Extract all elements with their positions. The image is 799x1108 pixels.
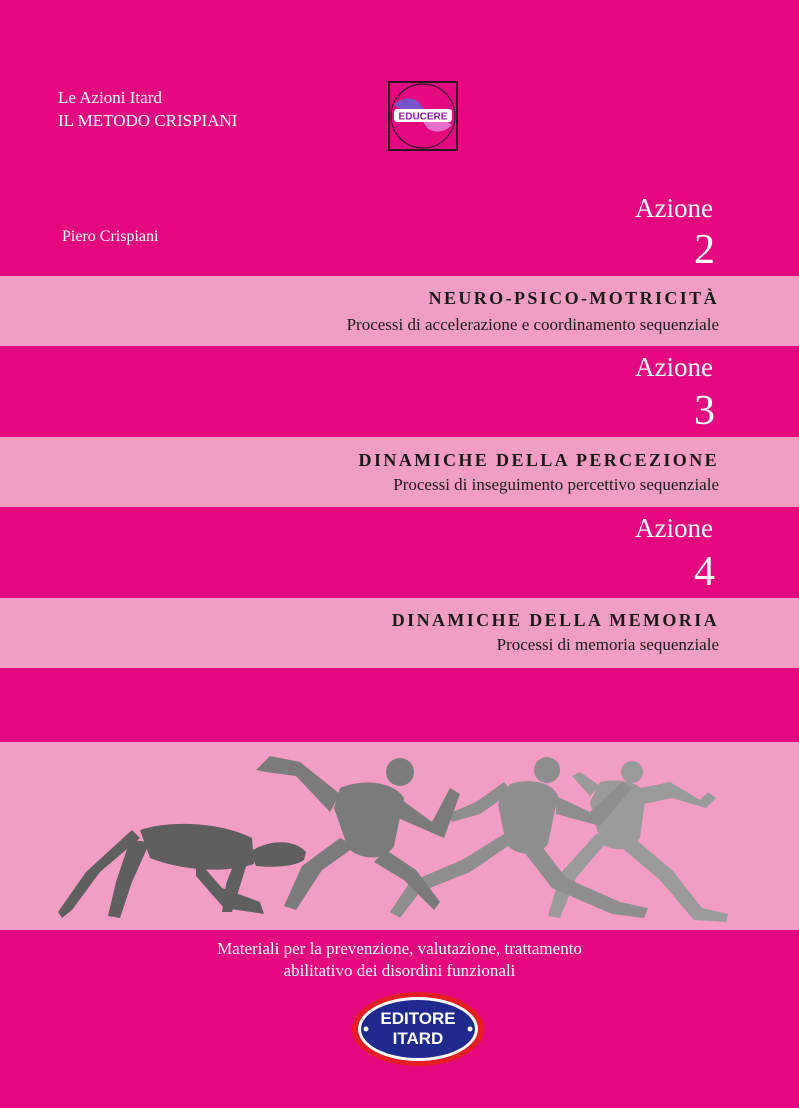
section-band-3 (0, 437, 799, 507)
azione-label-4: Azione (635, 513, 713, 543)
educere-logo (388, 81, 458, 151)
author-name: Piero Crispiani (62, 228, 159, 245)
section-subtitle-4: Processi di memoria sequenziale (496, 635, 719, 654)
subtitle-block (0, 938, 799, 982)
subtitle-line-2: abilitativo dei disordini funzionali (283, 961, 516, 980)
section-subtitle-3: Processi di inseguimento percettivo sequenziale (393, 475, 719, 494)
series-line-2: IL METODO CRISPIANI (58, 111, 238, 130)
series-line-1: Le Azioni Itard (58, 88, 162, 107)
runner-1 (58, 824, 306, 918)
series-title (58, 86, 237, 132)
azione-number-2: 2 (694, 227, 715, 273)
publisher-line-2: ITARD (392, 1029, 444, 1048)
publisher-line-1: EDITORE (380, 1009, 456, 1028)
azione-label-2: Azione (635, 193, 713, 223)
section-title-2: NEURO-PSICO-MOTRICITÀ (428, 288, 719, 308)
section-band-2 (0, 276, 799, 346)
azione-label-3: Azione (635, 352, 713, 382)
section-title-4: DINAMICHE DELLA MEMORIA (391, 610, 719, 630)
runners-illustration (0, 742, 799, 930)
publisher-logo (350, 990, 486, 1068)
section-title-3: DINAMICHE DELLA PERCEZIONE (358, 450, 719, 470)
azione-number-4: 4 (694, 549, 715, 595)
section-band-4 (0, 598, 799, 668)
logo-text: EDUCERE (398, 111, 448, 123)
azione-number-3: 3 (694, 388, 715, 434)
section-subtitle-2: Processi di accelerazione e coordinamento sequenziale (346, 315, 719, 334)
subtitle-line-1: Materiali per la prevenzione, valutazione, trattamento (217, 939, 582, 958)
